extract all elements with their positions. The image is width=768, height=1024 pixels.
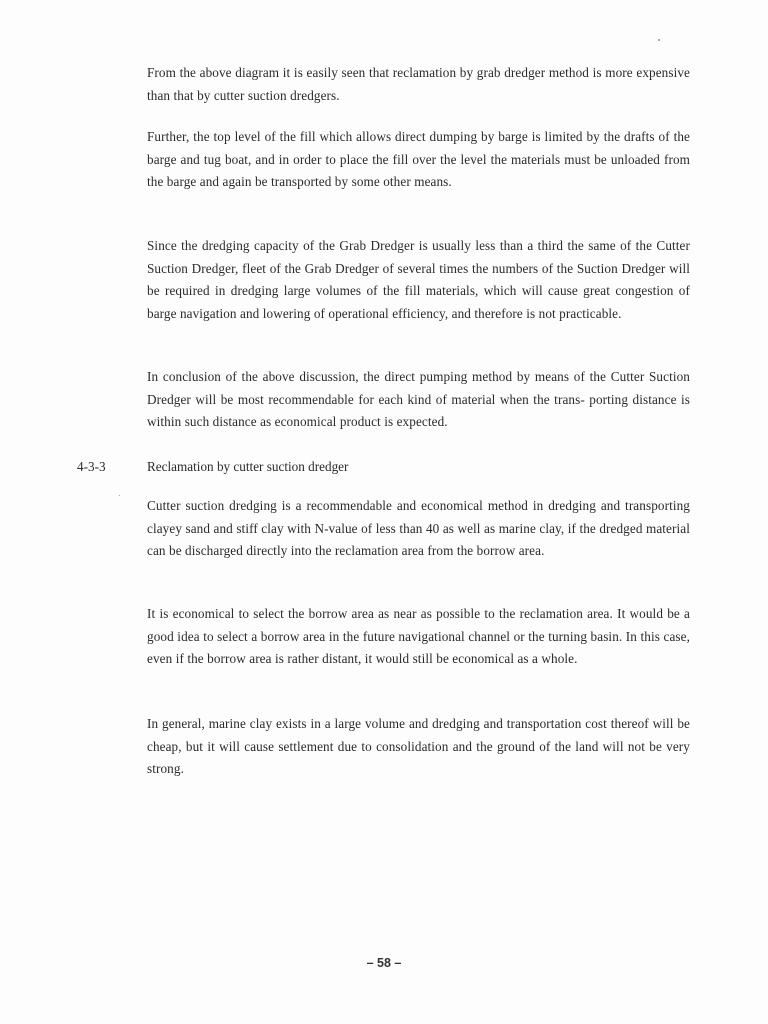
paragraph-dredging-capacity: Since the dredging capacity of the Grab Dredger is usually less than a third the same of the Cutter Suction Dredger, fleet of the Grab Dredger of several times the numbers of the Suction Dredger will be required in dredging large volumes of the fill materials, which will cause great congestion of barge navigation and lowering of operational efficiency, and therefore is not practicable. (147, 238, 690, 321)
paragraph-grab-vs-cutter: From the above diagram it is easily seen that reclamation by grab dredger method is more expensive than that by cutter suction dredgers. (147, 65, 690, 103)
paragraph-conclusion: In conclusion of the above discussion, the direct pumping method by means of the Cutter Suction Dredger will be most recommendable for each kind of material when the trans- porting distance is within such distance as economical product is expected. (147, 369, 690, 430)
scan-speck (119, 495, 120, 496)
scan-speck (658, 39, 660, 41)
paragraph-marine-clay: In general, marine clay exists in a large volume and dredging and transportation cost thereof will be cheap, but it will cause settlement due to consolidation and the ground of the land will not be very strong. (147, 716, 690, 777)
page-number: – 58 – (366, 956, 402, 970)
paragraph-fill-level: Further, the top level of the fill which allows direct dumping by barge is limited by the drafts of the barge and tug boat, and in order to place the fill over the level the materials must be unloaded from the barge and again be transported by some other means. (147, 129, 690, 190)
paragraph-borrow-area: It is economical to select the borrow area as near as possible to the reclamation area. It would be a good idea to select a borrow area in the future navigational channel or the turning basin. In this case, even if the borrow area is rather distant, it would still be economical as a whole. (147, 606, 690, 667)
section-number: 4-3-3 (77, 459, 106, 474)
paragraph-cutter-suction-dredging: Cutter suction dredging is a recommendable and economical method in dredging and transporting clayey sand and stiff clay with N-value of less than 40 as well as marine clay, if the dredged material can be discharged directly into the reclamation area from the borrow area. (147, 498, 690, 559)
section-title: Reclamation by cutter suction dredger (147, 459, 349, 474)
